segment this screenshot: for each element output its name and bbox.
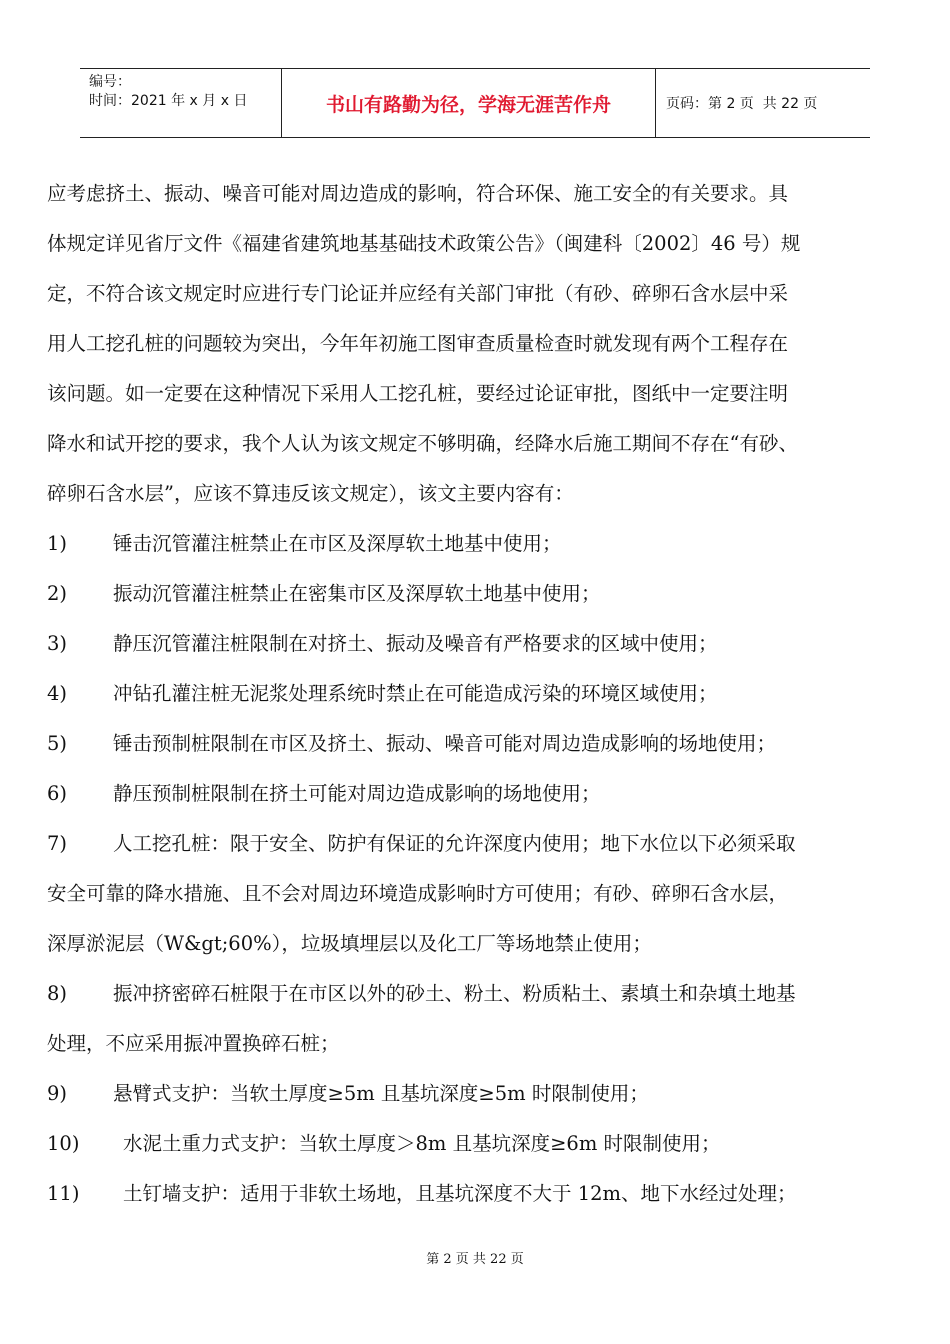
item-text: 锤击预制桩限制在市区及挤土、振动、噪音可能对周边造成影响的场地使用； (113, 732, 777, 755)
item-number: 5) (47, 732, 68, 755)
item-number: 10) (47, 1132, 80, 1155)
list-item (47, 575, 917, 625)
code-label: 编号： (89, 74, 131, 90)
item-text-continued: 处理，不应采用振冲置换碎石桩； (47, 1032, 340, 1055)
item-number: 11) (47, 1182, 80, 1205)
header-meta (80, 69, 282, 137)
paragraph-line: 该问题。如一定要在这种情况下采用人工挖孔桩，要经过论证审批，图纸中一定要注明 (47, 382, 789, 405)
list-item (47, 675, 917, 725)
header-motto: 书山有路勤为径，学海无涯苦作舟 (282, 69, 656, 137)
item-text: 人工挖孔桩：限于安全、防护有保证的允许深度内使用；地下水位以下必须采取 (113, 832, 796, 855)
list-item (47, 1075, 917, 1125)
paragraph-line: 碎卵石含水层”，应该不算违反该文规定），该文主要内容有： (47, 482, 574, 505)
list-item (47, 1125, 917, 1175)
list-item (47, 525, 917, 575)
item-text-continued: 深厚淤泥层（W&gt;60%），垃圾填埋层以及化工厂等场地禁止使用； (47, 932, 652, 955)
list-item (47, 975, 917, 1075)
paragraph-line: 定，不符合该文规定时应进行专门论证并应经有关部门审批（有砂、碎卵石含水层中采 (47, 282, 789, 305)
paragraph-line: 降水和试开挖的要求，我个人认为该文规定不够明确，经降水后施工期间不存在“有砂、 (47, 432, 798, 455)
item-number: 4) (47, 682, 68, 705)
date-label: 时间：2021 年 x 月 x 日 (89, 93, 248, 109)
header-page-info (656, 69, 870, 137)
item-text: 水泥土重力式支护：当软土厚度＞8m 且基坑深度≥6m 时限制使用； (123, 1132, 721, 1155)
item-text: 冲钻孔灌注桩无泥浆处理系统时禁止在可能造成污染的环境区域使用； (113, 682, 718, 705)
item-number: 9) (47, 1082, 68, 1105)
item-text: 静压沉管灌注桩限制在对挤土、振动及噪音有严格要求的区域中使用； (113, 632, 718, 655)
item-text: 振动沉管灌注桩禁止在密集市区及深厚软土地基中使用； (113, 582, 601, 605)
page-header (80, 68, 870, 138)
item-text: 锤击沉管灌注桩禁止在市区及深厚软土地基中使用； (113, 532, 562, 555)
list-item (47, 625, 917, 675)
list-item (47, 775, 917, 825)
paragraph (47, 175, 917, 525)
item-number: 8) (47, 982, 68, 1005)
item-number: 6) (47, 782, 68, 805)
page-footer: 第 2 页 共 22 页 (426, 1252, 524, 1267)
paragraph-line: 应考虑挤土、振动、噪音可能对周边造成的影响，符合环保、施工安全的有关要求。具 (47, 182, 789, 205)
page-label: 页码：第 2 页 共 22 页 (666, 96, 818, 112)
item-text: 悬臂式支护：当软土厚度≥5m 且基坑深度≥5m 时限制使用； (113, 1082, 649, 1105)
paragraph-line: 用人工挖孔桩的问题较为突出，今年年初施工图审查质量检查时就发现有两个工程存在 (47, 332, 789, 355)
item-number: 3) (47, 632, 68, 655)
list-item (47, 1175, 917, 1225)
item-text: 振冲挤密碎石桩限于在市区以外的砂土、粉土、粉质粘土、素填土和杂填土地基 (113, 982, 796, 1005)
item-number: 2) (47, 582, 68, 605)
item-text-continued: 安全可靠的降水措施、且不会对周边环境造成影响时方可使用；有砂、碎卵石含水层， (47, 882, 789, 905)
item-number: 7) (47, 832, 68, 855)
list-item (47, 725, 917, 775)
list-item (47, 825, 917, 975)
item-text: 土钉墙支护：适用于非软土场地，且基坑深度不大于 12m、地下水经过处理； (123, 1182, 797, 1205)
paragraph-line: 体规定详见省厅文件《福建省建筑地基基础技术政策公告》（闽建科〔2002〕46 号）规 (47, 232, 801, 255)
document-body (47, 175, 917, 1225)
item-text: 静压预制桩限制在挤土可能对周边造成影响的场地使用； (113, 782, 601, 805)
item-number: 1) (47, 532, 68, 555)
